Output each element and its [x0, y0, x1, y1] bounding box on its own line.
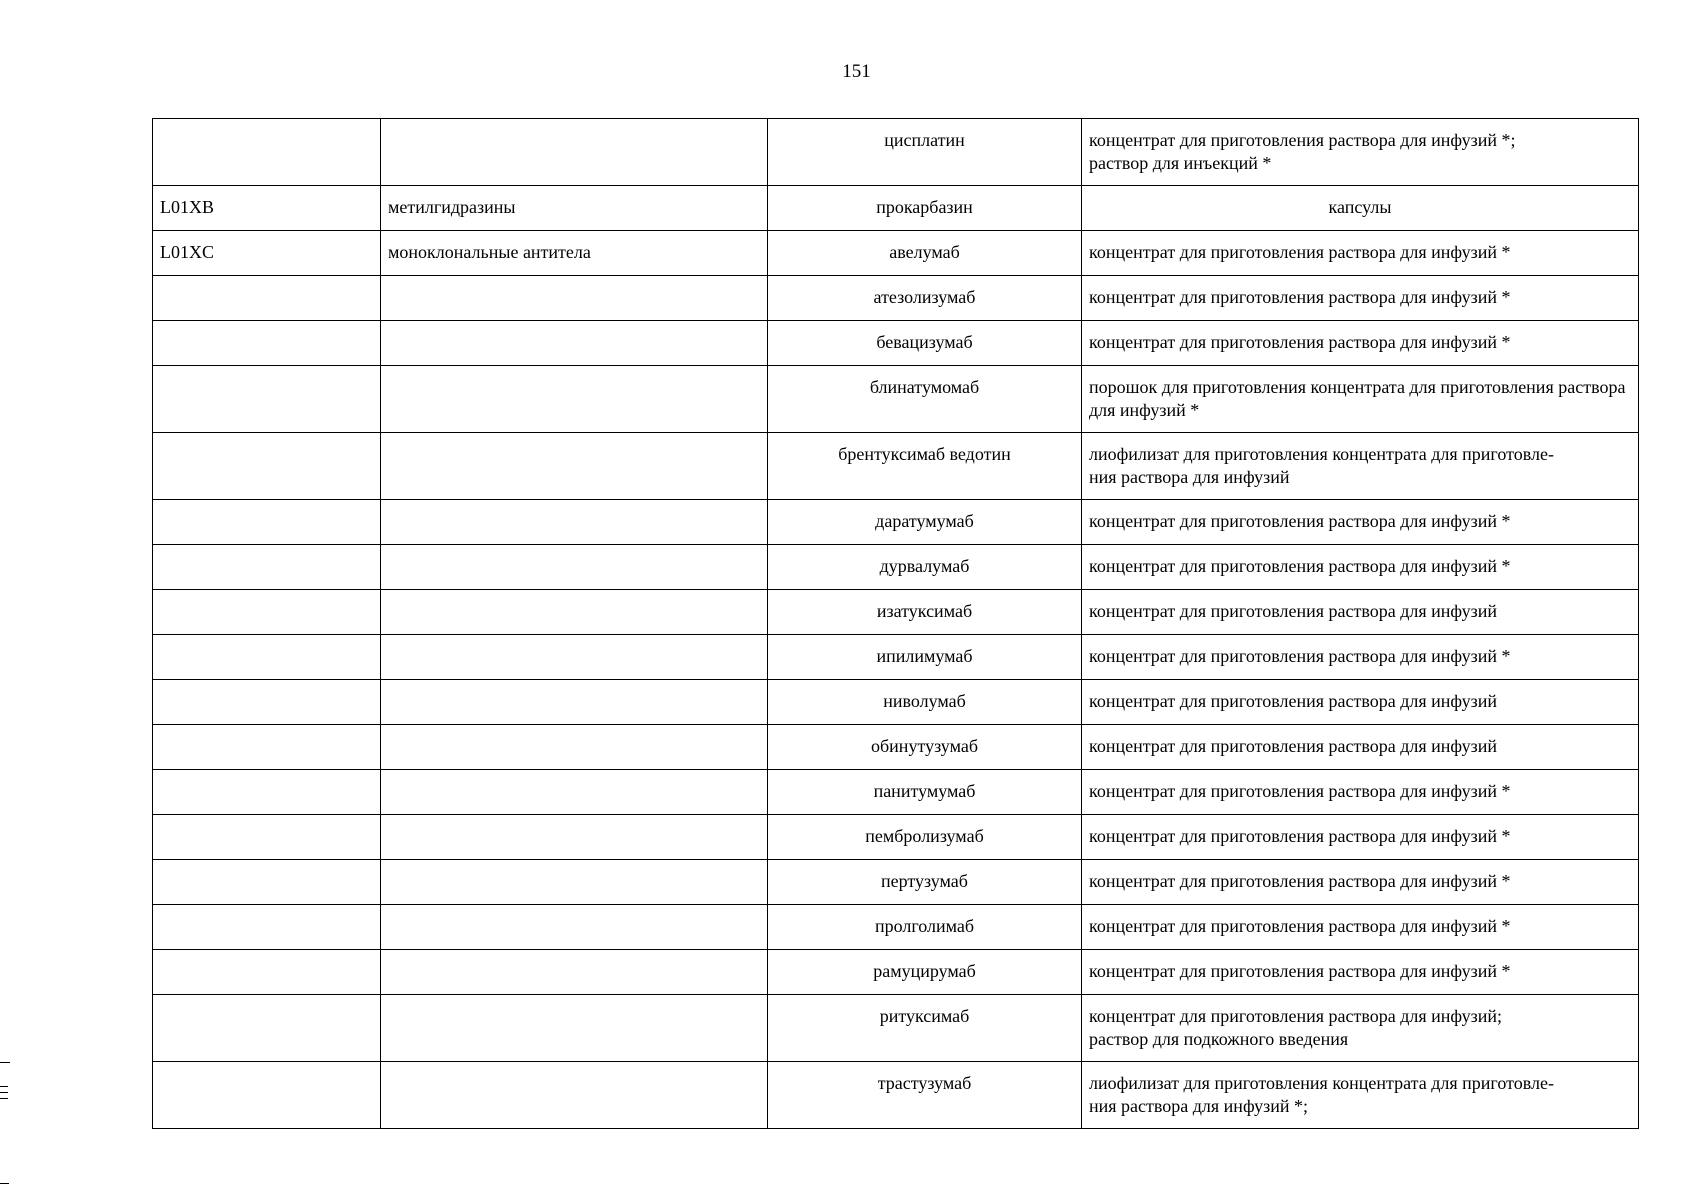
table-row	[153, 119, 1639, 186]
table-row	[153, 590, 1639, 635]
pharmacological-group-cell	[381, 725, 768, 770]
atx-code-cell	[153, 950, 381, 995]
dosage-form-cell: концентрат для приготовления раствора для инфузий	[1082, 590, 1639, 635]
table-row	[153, 680, 1639, 725]
drug-name-cell: цисплатин	[768, 119, 1082, 186]
pharmacological-group-cell	[381, 770, 768, 815]
pharmacological-group-cell	[381, 276, 768, 321]
dosage-form-cell: капсулы	[1082, 186, 1639, 231]
dosage-form-cell: лиофилизат для приготовления концентрата для приготовле- ния раствора для инфузий *;	[1082, 1062, 1639, 1129]
atx-code-cell	[153, 500, 381, 545]
dosage-form-cell: концентрат для приготовления раствора для инфузий *	[1082, 950, 1639, 995]
dosage-form-cell: концентрат для приготовления раствора для инфузий *	[1082, 276, 1639, 321]
pharmacological-group-cell	[381, 815, 768, 860]
dosage-form-cell: концентрат для приготовления раствора для инфузий	[1082, 725, 1639, 770]
drug-name-cell: авелумаб	[768, 231, 1082, 276]
atx-code-cell	[153, 321, 381, 366]
table-row	[153, 815, 1639, 860]
dosage-form-cell: концентрат для приготовления раствора для инфузий	[1082, 680, 1639, 725]
table-row	[153, 860, 1639, 905]
page-number: 151	[842, 61, 871, 82]
dosage-form-cell: концентрат для приготовления раствора для инфузий *	[1082, 635, 1639, 680]
dosage-form-cell: концентрат для приготовления раствора для инфузий *	[1082, 500, 1639, 545]
dosage-form-cell: концентрат для приготовления раствора для инфузий *	[1082, 231, 1639, 276]
pharmacological-group-cell	[381, 995, 768, 1062]
atx-code-cell	[153, 433, 381, 500]
dosage-form-cell: концентрат для приготовления раствора для инфузий *	[1082, 860, 1639, 905]
medication-table	[152, 118, 1639, 1129]
drug-name-cell: бевацизумаб	[768, 321, 1082, 366]
atx-code-cell: L01XB	[153, 186, 381, 231]
drug-name-cell: атезолизумаб	[768, 276, 1082, 321]
pharmacological-group-cell	[381, 1062, 768, 1129]
atx-code-cell	[153, 905, 381, 950]
table-row	[153, 950, 1639, 995]
pharmacological-group-cell	[381, 860, 768, 905]
drug-name-cell: ниволумаб	[768, 680, 1082, 725]
table-row	[153, 321, 1639, 366]
medication-table-body	[153, 119, 1639, 1129]
atx-code-cell	[153, 770, 381, 815]
drug-name-cell: рамуцирумаб	[768, 950, 1082, 995]
table-row	[153, 231, 1639, 276]
drug-name-cell: обинутузумаб	[768, 725, 1082, 770]
table-row	[153, 500, 1639, 545]
dosage-form-cell: концентрат для приготовления раствора для инфузий *; раствор для инъекций *	[1082, 119, 1639, 186]
drug-name-cell: изатуксимаб	[768, 590, 1082, 635]
margin-mark	[0, 1092, 8, 1093]
drug-name-cell: дурвалумаб	[768, 545, 1082, 590]
atx-code-cell	[153, 815, 381, 860]
dosage-form-cell: концентрат для приготовления раствора для инфузий; раствор для подкожного введения	[1082, 995, 1639, 1062]
drug-name-cell: брентуксимаб ведотин	[768, 433, 1082, 500]
pharmacological-group-cell	[381, 119, 768, 186]
atx-code-cell	[153, 1062, 381, 1129]
pharmacological-group-cell: метилгидразины	[381, 186, 768, 231]
drug-name-cell: ритуксимаб	[768, 995, 1082, 1062]
atx-code-cell	[153, 590, 381, 635]
dosage-form-cell: лиофилизат для приготовления концентрата для приготовле- ния раствора для инфузий	[1082, 433, 1639, 500]
dosage-form-cell: концентрат для приготовления раствора для инфузий *	[1082, 545, 1639, 590]
atx-code-cell	[153, 725, 381, 770]
table-row	[153, 1062, 1639, 1129]
table-row	[153, 186, 1639, 231]
dosage-form-cell: концентрат для приготовления раствора для инфузий *	[1082, 815, 1639, 860]
atx-code-cell: L01XC	[153, 231, 381, 276]
pharmacological-group-cell	[381, 905, 768, 950]
dosage-form-cell: концентрат для приготовления раствора для инфузий *	[1082, 321, 1639, 366]
pharmacological-group-cell	[381, 950, 768, 995]
pharmacological-group-cell	[381, 500, 768, 545]
atx-code-cell	[153, 545, 381, 590]
pharmacological-group-cell	[381, 366, 768, 433]
drug-name-cell: трастузумаб	[768, 1062, 1082, 1129]
table-row	[153, 366, 1639, 433]
pharmacological-group-cell	[381, 590, 768, 635]
pharmacological-group-cell	[381, 635, 768, 680]
dosage-form-cell: концентрат для приготовления раствора для инфузий *	[1082, 770, 1639, 815]
pharmacological-group-cell	[381, 545, 768, 590]
drug-name-cell: пембролизумаб	[768, 815, 1082, 860]
table-row	[153, 635, 1639, 680]
pharmacological-group-cell	[381, 321, 768, 366]
pharmacological-group-cell	[381, 680, 768, 725]
margin-mark	[0, 1183, 9, 1184]
dosage-form-cell: порошок для приготовления концентрата для приготовления раствора для инфузий *	[1082, 366, 1639, 433]
pharmacological-group-cell	[381, 433, 768, 500]
margin-mark	[0, 1086, 8, 1087]
table-row	[153, 725, 1639, 770]
table-row	[153, 433, 1639, 500]
drug-name-cell: пертузумаб	[768, 860, 1082, 905]
atx-code-cell	[153, 119, 381, 186]
margin-mark	[0, 1062, 10, 1063]
atx-code-cell	[153, 276, 381, 321]
table-row	[153, 995, 1639, 1062]
drug-name-cell: панитумумаб	[768, 770, 1082, 815]
atx-code-cell	[153, 680, 381, 725]
drug-name-cell: прокарбазин	[768, 186, 1082, 231]
table-row	[153, 276, 1639, 321]
table-row	[153, 545, 1639, 590]
atx-code-cell	[153, 366, 381, 433]
dosage-form-cell: концентрат для приготовления раствора для инфузий *	[1082, 905, 1639, 950]
table-row	[153, 905, 1639, 950]
drug-name-cell: пролголимаб	[768, 905, 1082, 950]
drug-name-cell: даратумумаб	[768, 500, 1082, 545]
pharmacological-group-cell: моноклональные антитела	[381, 231, 768, 276]
drug-name-cell: блинатумомаб	[768, 366, 1082, 433]
atx-code-cell	[153, 995, 381, 1062]
table-row	[153, 770, 1639, 815]
atx-code-cell	[153, 860, 381, 905]
drug-name-cell: ипилимумаб	[768, 635, 1082, 680]
margin-mark	[0, 1098, 8, 1099]
atx-code-cell	[153, 635, 381, 680]
